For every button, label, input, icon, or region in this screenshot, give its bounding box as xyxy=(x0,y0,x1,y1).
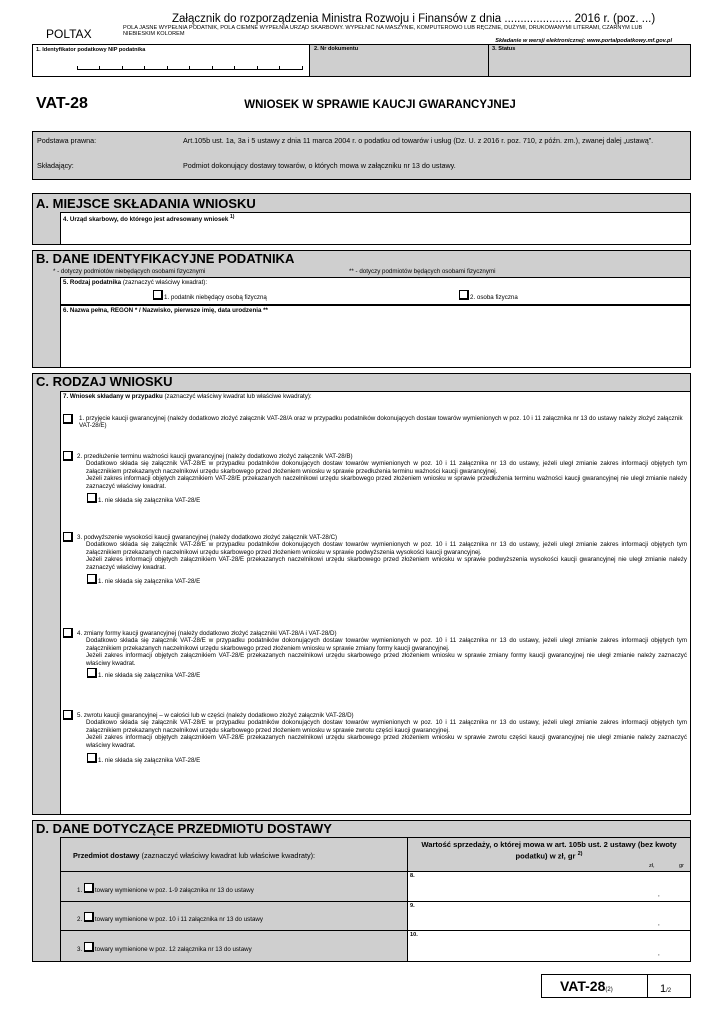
annex-line: Załącznik do rozporządzenia Ministra Rozwoju i Finansów z dnia ..................... 2016 r. (poz. ...) xyxy=(172,13,656,25)
taxpayer-type-field xyxy=(60,277,691,305)
electronic-filing-note: Składanie w wersji elektronicznej: www.portalpodatkowy.mf.gov.pl xyxy=(495,38,672,44)
checkbox[interactable] xyxy=(63,414,73,424)
taxpayer-type-hint: (zaznaczyć właściwy kwadrat): xyxy=(122,279,208,286)
table-row xyxy=(60,871,408,902)
delivery-subject-hint: (zaznaczyć właściwy kwadrat lub właściwe kwadraty): xyxy=(141,851,316,860)
legal-basis-block xyxy=(32,131,691,180)
section-c-title: C. RODZAJ WNIOSKU xyxy=(36,374,173,389)
sales-value-caption xyxy=(418,840,680,861)
sales-value-input-9[interactable] xyxy=(407,901,691,931)
request-option-2-note: Dodatkowo składa się załącznik VAT-28/E w przypadku podatników dokonujących dostaw towarów wymienionych w poz. 10 i 11 załącznika nr 13 do ustawy, jeżeli uległ zmianie zakres informacji objętych tym załącznikiem przekazanych naczelnikowi urzędu skarbowego przed złożeniem wniosku w sprawie przedłużenia terminu ważności kaucji gwarancyjnej. xyxy=(86,460,687,475)
section-a-title: A. MIEJSCE SKŁADANIA WNIOSKU xyxy=(36,196,256,211)
field-10-label: 10. xyxy=(410,932,418,938)
request-type-hint: (zaznaczyć właściwy kwadrat lub właściwe kwadraty): xyxy=(164,393,312,400)
sales-value-footnote: 2) xyxy=(577,850,583,857)
request-option-3-note-2: Jeżeli zakres informacji objętych załącznikiem VAT-28/E przekazanych naczelnikowi urzędu skarbowego przed złożeniem wniosku w sprawie podwyższenia wysokości kaucji gwarancyjnej nie uległ zmianie należy zaznaczyć właściwy kwadrat. xyxy=(86,556,687,571)
field-8-label: 8. xyxy=(410,873,415,879)
request-option-4-sub-label: 1. nie składa się załącznika VAT-28/E xyxy=(98,672,201,680)
page-total: /2 xyxy=(666,988,672,994)
tax-office-field[interactable] xyxy=(60,212,691,245)
section-b-title: B. DANE IDENTYFIKACYJNE PODATNIKA xyxy=(36,251,295,266)
table-row xyxy=(60,930,408,962)
taxpayer-type-option-1[interactable] xyxy=(153,290,267,301)
request-option-2-sub[interactable] xyxy=(63,493,683,504)
page-current: 1 xyxy=(660,983,667,995)
request-option-3-text: 3. podwyższenie wysokości kaucji gwarancyjnej (należy dodatkowo złożyć załącznik VAT-28/C) xyxy=(77,534,338,541)
checkbox[interactable] xyxy=(87,668,97,678)
poltax-label: POLTAX xyxy=(46,27,92,41)
checkbox[interactable] xyxy=(153,290,163,300)
filer-text: Podmiot dokonujący dostawy towarów, o których mowa w załączniku nr 13 do ustawy. xyxy=(183,161,456,170)
status-divider xyxy=(488,44,489,77)
note-natural: ** - dotyczy podmiotów będących osobami fizycznymi xyxy=(349,268,496,275)
request-option-2-note-2: Jeżeli zakres informacji objętych załącznikiem VAT-28/E przekazanych naczelnikowi urzędu skarbowego przed złożeniem wniosku w sprawie przedłużenia terminu ważności kaucji gwarancyjnej nie uległ zmianie należy zaznaczyć właściwy kwadrat. xyxy=(86,475,687,490)
checkbox[interactable] xyxy=(84,942,94,952)
request-option-5-note: Dodatkowo składa się załącznik VAT-28/E w przypadku podatników dokonujących dostaw towarów wymienionych w poz. 10 i 11 załącznika nr 13 do ustawy, jeżeli uległ zmianie zakres informacji objętych tym załącznikiem przekazanych naczelnikowi urzędu skarbowego przed złożeniem wniosku w sprawie zwrotu części kaucji gwarancyjnej. xyxy=(86,719,687,734)
taxpayer-name-label: 6. Nazwa pełna, REGON * / Nazwisko, pierwsze imię, data urodzenia ** xyxy=(63,307,268,314)
decimal-comma: , xyxy=(658,920,660,927)
request-option-3[interactable] xyxy=(63,532,687,586)
row-2-num: 2. xyxy=(77,916,83,923)
footer-divider xyxy=(647,975,648,997)
tax-office-label: 4. Urząd skarbowy, do którego jest adresowany wniosek xyxy=(63,216,229,224)
footer-version: (2) xyxy=(605,987,613,993)
row-2-item[interactable] xyxy=(77,912,263,923)
fill-instructions: POLA JASNE WYPEŁNIA PODATNIK, POLA CIEMNE WYPEŁNIA URZĄD SKARBOWY. WYPEŁNIĆ NA MASZYNIE, KOMPUTEROWO LUB RĘCZNIE, DUŻYMI, DRUKOWANYMI LITERAMI, CZARNYM LUB NIEBIESKIM KOLOREM xyxy=(123,25,643,38)
taxpayer-type-label: 5. Rodzaj podatnika xyxy=(63,279,122,286)
request-option-4-note: Dodatkowo składa się załącznik VAT-28/E w przypadku podatników dokonujących dostaw towarów wymienionych w poz. 10 i 11 załącznika nr 13 do ustawy, jeżeli uległ zmianie zakres informacji objętych tym załącznikiem przekazanych naczelnikowi urzędu skarbowego przed złożeniem wniosku w sprawie zmiany formy kaucji gwarancyjnej. xyxy=(86,637,687,652)
sales-value-input-8[interactable] xyxy=(407,871,691,902)
request-option-4-note-2: Jeżeli zakres informacji objętych załącznikiem VAT-28/E przekazanych naczelnikowi urzędu skarbowego przed złożeniem wniosku w sprawie zmiany formy kaucji gwarancyjnej nie uległ zmianie należy zaznaczyć właściwy kwadrat. xyxy=(86,652,687,667)
delivery-subject-caption xyxy=(73,851,315,860)
request-option-1-text: 1. przyjęcie kaucji gwarancyjnej (należy dodatkowo złożyć załącznik VAT-28/A oraz w przypadku podatników dokonujących dostaw towarów wymienionych w poz. 10 i 11 załącznika nr 13 do ustawy należy złożyć załącznik VAT-28/E) xyxy=(79,415,683,430)
request-option-5-text: 5. zwrotu kaucji gwarancyjnej – w całości lub w części (należy dodatkowo złożyć załącznik VAT-28/D) xyxy=(77,712,354,719)
decimal-comma: , xyxy=(658,950,660,957)
taxpayer-type-caption xyxy=(63,279,207,286)
row-1-num: 1. xyxy=(77,887,83,894)
checkbox[interactable] xyxy=(87,574,97,584)
request-type-field xyxy=(60,391,691,815)
page-number xyxy=(660,979,671,997)
sales-value-label: Wartość sprzedaży, o której mowa w art. 105b ust. 2 ustawy (bez kwoty podatku) w zł, gr xyxy=(421,840,677,861)
request-option-4-text: 4. zmiany formy kaucji gwarancyjnej (należy dodatkowo złożyć załączniki VAT-28/A i VAT-28/D) xyxy=(77,630,337,637)
filer-label: Składający: xyxy=(37,161,74,170)
row-2-label: towary wymienione w poz. 10 i 11 załącznika nr 13 do ustawy xyxy=(94,916,263,923)
request-option-3-sub-label: 1. nie składa się załącznika VAT-28/E xyxy=(98,578,201,586)
checkbox[interactable] xyxy=(63,532,73,542)
gr-unit: gr xyxy=(679,863,684,869)
request-option-4-sub[interactable] xyxy=(63,668,683,679)
checkbox[interactable] xyxy=(84,912,94,922)
request-option-5-note-2: Jeżeli zakres informacji objętych załącznikiem VAT-28/E przekazanych naczelnikowi urzędu skarbowego przed złożeniem wniosku w sprawie zwrotu części kaucji gwarancyjnej nie uległ zmianie należy zaznaczyć właściwy kwadrat. xyxy=(86,734,687,749)
request-option-2[interactable] xyxy=(63,451,687,505)
row-1-label: towary wymienione w poz. 1-9 załącznika nr 13 do ustawy xyxy=(94,887,254,894)
option-1-label: 1. podatnik niebędący osobą fizyczną xyxy=(164,294,267,301)
document-number-label: 2. Nr dokumentu xyxy=(314,46,359,52)
nip-label: 1. Identyfikator podatkowy NIP podatnika xyxy=(36,47,146,53)
basis-label: Podstawa prawna: xyxy=(37,136,97,145)
table-row xyxy=(60,901,408,931)
request-option-2-sub-label: 1. nie składa się załącznika VAT-28/E xyxy=(98,497,201,505)
request-option-4[interactable] xyxy=(63,628,687,680)
option-2-label: 2. osoba fizyczna xyxy=(470,294,518,301)
footer-form-code-box xyxy=(541,974,691,998)
section-d-title: D. DANE DOTYCZĄCE PRZEDMIOTU DOSTAWY xyxy=(36,821,332,836)
delivery-subject-label: Przedmiot dostawy xyxy=(73,851,140,860)
sales-value-header xyxy=(407,837,691,872)
form-title: WNIOSEK W SPRAWIE KAUCJI GWARANCYJNEJ xyxy=(244,99,516,111)
checkbox[interactable] xyxy=(459,290,469,300)
request-option-2-text: 2. przedłużenie terminu ważności kaucji gwarancyjnej (należy dodatkowo złożyć załącznik VAT-28/B) xyxy=(77,453,353,460)
checkbox[interactable] xyxy=(63,710,73,720)
checkbox[interactable] xyxy=(63,628,73,638)
checkbox[interactable] xyxy=(87,753,97,763)
checkbox[interactable] xyxy=(87,493,97,503)
row-3-num: 3. xyxy=(77,946,83,953)
zl-unit: zł, xyxy=(649,863,655,869)
status-label: 3. Status xyxy=(492,46,516,52)
request-type-label: 7. Wniosek składany w przypadku xyxy=(63,393,163,400)
checkbox[interactable] xyxy=(84,883,94,893)
request-option-3-sub[interactable] xyxy=(63,574,683,585)
request-option-5-sub[interactable] xyxy=(63,753,683,764)
row-1-item[interactable] xyxy=(77,883,254,894)
field-9-label: 9. xyxy=(410,903,415,909)
row-3-label: towary wymienione w poz. 12 załącznika nr 13 do ustawy xyxy=(94,946,252,953)
request-type-caption xyxy=(63,393,312,400)
row-3-item[interactable] xyxy=(77,942,252,953)
nip-comb xyxy=(77,66,303,70)
decimal-comma: , xyxy=(658,891,660,898)
nip-field[interactable] xyxy=(32,44,310,77)
form-code: VAT-28 xyxy=(36,95,88,112)
taxpayer-name-field[interactable] xyxy=(60,305,691,368)
request-option-5[interactable] xyxy=(63,710,687,765)
basis-text: Art.105b ust. 1a, 3a i 5 ustawy z dnia 11 marca 2004 r. o podatku od towarów i usług (Dz. U. z 2016 r. poz. 710, z późn. zm.), zwanej dalej „ustawą”. xyxy=(183,136,654,145)
note-non-natural: * - dotyczy podmiotów niebędących osobami fizycznymi xyxy=(53,268,206,275)
sales-value-input-10[interactable] xyxy=(407,930,691,962)
request-option-1[interactable] xyxy=(63,414,683,430)
checkbox[interactable] xyxy=(63,451,73,461)
footer-form-code-wrap xyxy=(560,978,613,996)
footer-form-code: VAT-28 xyxy=(560,978,606,994)
tax-office-footnote: 1) xyxy=(230,214,235,220)
request-option-5-sub-label: 1. nie składa się załącznika VAT-28/E xyxy=(98,757,201,765)
request-option-3-note: Dodatkowo składa się załącznik VAT-28/E w przypadku podatników dokonujących dostaw towarów wymienionych w poz. 10 i 11 załącznika nr 13 do ustawy, jeżeli uległ zmianie zakres informacji objętych tym załącznikiem przekazanych naczelnikowi urzędu skarbowego przed złożeniem wniosku w sprawie podwyższenia wysokości kaucji gwarancyjnej. xyxy=(86,541,687,556)
delivery-subject-header xyxy=(60,837,408,872)
taxpayer-type-option-2[interactable] xyxy=(459,290,518,301)
